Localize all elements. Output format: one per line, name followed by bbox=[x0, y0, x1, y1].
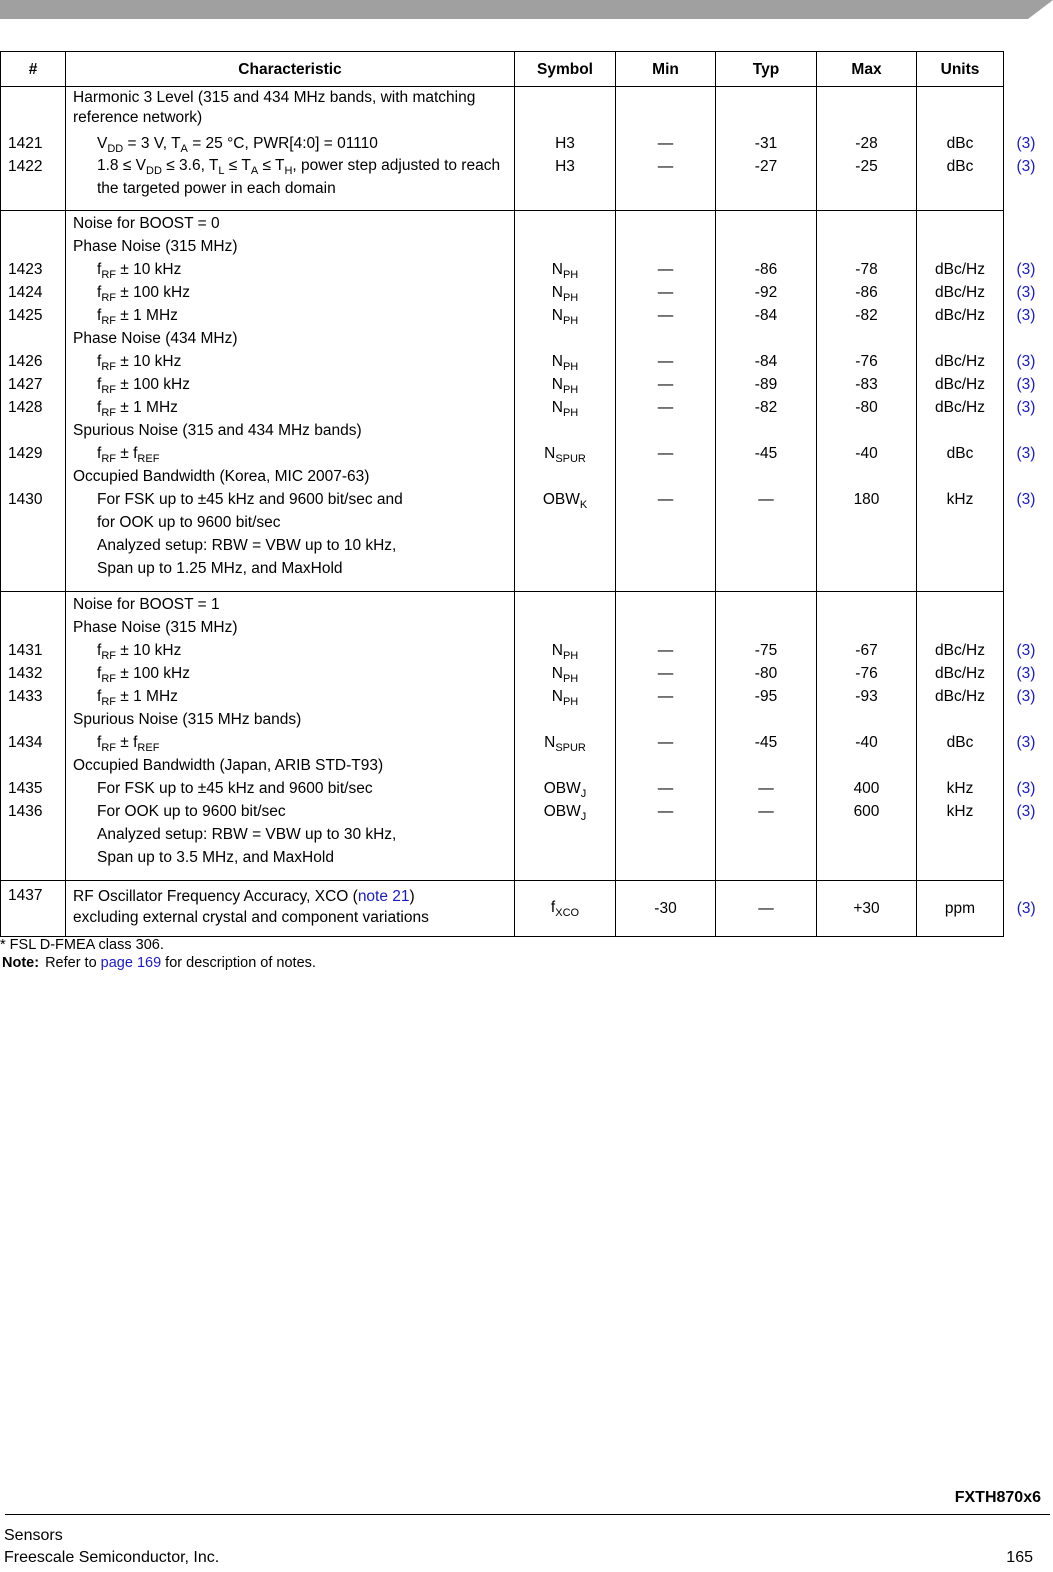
symbol: f bbox=[550, 899, 556, 916]
cell-units: dBc/Hz bbox=[935, 376, 985, 393]
page-link[interactable]: page 169 bbox=[100, 955, 162, 971]
cell-min: — bbox=[657, 399, 674, 416]
cell-units: kHz bbox=[946, 803, 974, 820]
cell-units: dBc/Hz bbox=[935, 665, 985, 682]
cell-max: 180 bbox=[853, 491, 880, 508]
ref-link[interactable]: (3) bbox=[1016, 733, 1036, 751]
cell-typ bbox=[716, 592, 817, 881]
col-header: Symbol bbox=[515, 52, 616, 87]
cell-min: — bbox=[657, 376, 674, 393]
doc-id: FXTH870x6 bbox=[954, 1489, 1041, 1506]
spec-table bbox=[0, 51, 1049, 937]
symbol-subscript: PH bbox=[562, 407, 579, 419]
characteristic-text: Occupied Bandwidth (Japan, ARIB STD-T93) bbox=[73, 757, 384, 774]
characteristic-text: $f_{RF} \pm 100$ kHz bbox=[97, 376, 190, 396]
symbol: H3 bbox=[555, 158, 575, 175]
note-link[interactable]: note 21 bbox=[357, 888, 410, 905]
cell-max: -40 bbox=[855, 734, 878, 751]
cell-max bbox=[817, 87, 917, 211]
characteristic-text: Span up to 3.5 MHz, and MaxHold bbox=[97, 849, 334, 866]
cell-symbol bbox=[515, 87, 616, 211]
characteristic-text: Noise for BOOST = 0 bbox=[73, 215, 220, 232]
cell-symbol bbox=[515, 211, 616, 592]
cell-units: kHz bbox=[946, 780, 974, 797]
characteristic-text: $f_{RF} \pm 1$ MHz bbox=[97, 688, 178, 708]
cell-min: — bbox=[657, 135, 674, 152]
table-header-row bbox=[1, 52, 1049, 87]
row-number: 1429 bbox=[8, 445, 43, 462]
note-text: Refer to bbox=[45, 955, 101, 971]
characteristic-text: Spurious Noise (315 and 434 MHz bands) bbox=[73, 422, 362, 439]
cell-number bbox=[1, 881, 66, 937]
cell-max: -76 bbox=[855, 665, 878, 682]
cell-max: 600 bbox=[853, 803, 880, 820]
symbol: H3 bbox=[555, 135, 575, 152]
cell-units: dBc/Hz bbox=[935, 284, 985, 301]
symbol-subscript: PH bbox=[562, 673, 579, 685]
cell-min: — bbox=[657, 780, 674, 797]
cell-typ: -80 bbox=[754, 665, 778, 682]
row-number: 1436 bbox=[8, 803, 43, 820]
row-number: 1426 bbox=[8, 353, 43, 370]
characteristic-text: $f_{RF} \pm 100$ kHz bbox=[97, 284, 190, 304]
symbol: N bbox=[551, 399, 563, 416]
row-number: 1421 bbox=[8, 135, 43, 152]
symbol-subscript: PH bbox=[562, 269, 579, 281]
row-number: 1431 bbox=[8, 642, 43, 659]
cell-min: — bbox=[657, 261, 674, 278]
symbol-subscript: J bbox=[580, 811, 587, 823]
characteristic-text: $1.8 \le V_{DD} \le 3.6$, $T_L \le T_A \le T_H$, power step adjusted to reach the targeted power in each domain bbox=[97, 157, 501, 197]
cell-symbol bbox=[515, 881, 616, 937]
symbol: N bbox=[551, 688, 563, 705]
cell-max: +30 bbox=[817, 881, 917, 937]
symbol-subscript: PH bbox=[562, 696, 579, 708]
ref-link[interactable]: (3) bbox=[1016, 900, 1036, 917]
table-row bbox=[1, 211, 1049, 592]
ref-link[interactable]: (3) bbox=[1016, 444, 1036, 462]
symbol: N bbox=[551, 284, 563, 301]
cell-min bbox=[616, 211, 716, 592]
ref-link[interactable]: (3) bbox=[1016, 802, 1036, 820]
footer-rule bbox=[5, 1514, 1050, 1515]
cell-typ: -45 bbox=[754, 734, 778, 751]
characteristic-text: For FSK up to ±45 kHz and 9600 bit/sec bbox=[97, 780, 373, 797]
col-header: Characteristic bbox=[66, 52, 515, 87]
symbol-subscript: PH bbox=[562, 361, 579, 373]
cell-min: — bbox=[657, 688, 674, 705]
ref-link[interactable]: (3) bbox=[1016, 134, 1036, 152]
characteristic-text: Analyzed setup: RBW = VBW up to 30 kHz, bbox=[97, 826, 397, 843]
row-number: 1434 bbox=[8, 734, 43, 751]
row-number: 1424 bbox=[8, 284, 43, 301]
characteristic-text: $f_{RF} \pm 10$ kHz bbox=[97, 642, 182, 662]
symbol: N bbox=[544, 734, 556, 751]
cell-characteristic bbox=[66, 881, 515, 937]
characteristic-text: Analyzed setup: RBW = VBW up to 10 kHz, bbox=[97, 537, 397, 554]
characteristic-text: Noise for BOOST = 1 bbox=[73, 596, 220, 613]
characteristic-text: $V_{DD} = 3$ V, $T_A = 25$ °C, PWR[4:0] = 01110 bbox=[97, 135, 378, 155]
cell-min: — bbox=[657, 445, 674, 462]
cell-units: dBc/Hz bbox=[935, 307, 985, 324]
cell-units: dBc/Hz bbox=[935, 688, 985, 705]
row-number: 1422 bbox=[8, 158, 43, 175]
row-number: 1432 bbox=[8, 665, 43, 682]
cell-min: -30 bbox=[616, 881, 716, 937]
symbol-subscript: SPUR bbox=[555, 742, 586, 754]
cell-max: -76 bbox=[855, 353, 878, 370]
symbol-subscript: PH bbox=[562, 315, 579, 327]
cell-units bbox=[917, 87, 1004, 211]
cell-number bbox=[1, 87, 66, 211]
symbol: OBW bbox=[543, 803, 581, 820]
cell-typ: -89 bbox=[754, 376, 778, 393]
ref-link[interactable]: (3) bbox=[1016, 306, 1036, 324]
characteristic-text: $f_{RF} \pm f_{REF}$ bbox=[97, 734, 160, 754]
symbol-subscript: SPUR bbox=[555, 453, 586, 465]
cell-typ: -45 bbox=[754, 445, 778, 462]
cell-min: — bbox=[657, 284, 674, 301]
cell-min: — bbox=[657, 803, 674, 820]
table-row bbox=[1, 87, 1049, 211]
cell-number bbox=[1, 592, 66, 881]
cell-typ: -82 bbox=[754, 399, 778, 416]
row-number: 1435 bbox=[8, 780, 43, 797]
characteristic-text: Phase Noise (315 MHz) bbox=[73, 619, 238, 636]
symbol: N bbox=[551, 665, 563, 682]
table-row bbox=[1, 592, 1049, 881]
characteristic-text: Phase Noise (315 MHz) bbox=[73, 238, 238, 255]
footnote: * FSL D-FMEA class 306. bbox=[0, 937, 164, 953]
symbol: N bbox=[551, 353, 563, 370]
cell-max: -67 bbox=[855, 642, 878, 659]
symbol-subscript: PH bbox=[562, 650, 579, 662]
cell-max: -28 bbox=[855, 135, 878, 152]
symbol: N bbox=[551, 642, 563, 659]
col-header: Units bbox=[917, 52, 1004, 87]
cell-min: — bbox=[657, 307, 674, 324]
cell-typ: — bbox=[758, 780, 774, 797]
symbol-subscript: XCO bbox=[555, 907, 580, 919]
footer-category: Sensors bbox=[4, 1527, 63, 1544]
note-text: for description of notes. bbox=[161, 955, 316, 971]
cell-units bbox=[917, 211, 1004, 592]
cell-units: dBc/Hz bbox=[935, 399, 985, 416]
cell-units: ppm bbox=[917, 881, 1004, 937]
cell-typ: -86 bbox=[754, 261, 778, 278]
header-bar bbox=[0, 0, 1053, 19]
symbol: OBW bbox=[542, 491, 580, 508]
cell-min bbox=[616, 592, 716, 881]
ref-link[interactable]: (3) bbox=[1016, 375, 1036, 393]
characteristic-text: Phase Noise (434 MHz) bbox=[73, 330, 238, 347]
col-header: Max bbox=[817, 52, 917, 87]
cell-max bbox=[817, 211, 917, 592]
ref-link[interactable]: (3) bbox=[1016, 687, 1036, 705]
cell-units: dBc/Hz bbox=[935, 642, 985, 659]
cell-units: dBc bbox=[946, 445, 974, 462]
ref-link[interactable]: (3) bbox=[1016, 664, 1036, 682]
cell-typ: -31 bbox=[754, 135, 778, 152]
symbol: N bbox=[551, 307, 563, 324]
cell-max: -78 bbox=[855, 261, 878, 278]
cell-max: -86 bbox=[855, 284, 878, 301]
symbol-subscript: PH bbox=[562, 292, 579, 304]
table-row bbox=[1, 881, 1049, 937]
characteristic-text: Harmonic 3 Level (315 and 434 MHz bands, with matching reference network) bbox=[73, 89, 476, 126]
cell-max: 400 bbox=[853, 780, 880, 797]
symbol-subscript: J bbox=[580, 788, 587, 800]
cell-max: -40 bbox=[855, 445, 878, 462]
cell-max: -25 bbox=[855, 158, 878, 175]
characteristic-text: ) bbox=[409, 888, 415, 905]
characteristic-text: $f_{RF} \pm 1$ MHz bbox=[97, 399, 178, 419]
ref-link[interactable]: (3) bbox=[1016, 398, 1036, 416]
ref-link[interactable]: (3) bbox=[1016, 352, 1036, 370]
cell-typ: — bbox=[758, 491, 774, 508]
ref-link[interactable]: (3) bbox=[1016, 490, 1036, 508]
cell-min: — bbox=[657, 642, 674, 659]
cell-units bbox=[917, 592, 1004, 881]
row-number: 1425 bbox=[8, 307, 43, 324]
cell-units: dBc/Hz bbox=[935, 353, 985, 370]
symbol: N bbox=[551, 261, 563, 278]
cell-typ: -75 bbox=[754, 642, 778, 659]
characteristic-text: For FSK up to ±45 kHz and 9600 bit/sec and bbox=[97, 491, 403, 508]
cell-max: -82 bbox=[855, 307, 878, 324]
col-header: # bbox=[1, 52, 66, 87]
characteristic-text: $f_{RF} \pm 10$ kHz bbox=[97, 353, 182, 373]
symbol-subscript: K bbox=[579, 499, 588, 511]
row-number: 1423 bbox=[8, 261, 43, 278]
ref-link[interactable]: (3) bbox=[1016, 157, 1036, 175]
characteristic-text: Occupied Bandwidth (Korea, MIC 2007-63) bbox=[73, 468, 370, 485]
note bbox=[2, 955, 316, 971]
note-label: Note: bbox=[2, 955, 40, 971]
cell-units: dBc bbox=[946, 135, 974, 152]
cell-characteristic bbox=[66, 592, 515, 881]
cell-typ: -84 bbox=[754, 353, 778, 370]
characteristic-text: $f_{RF} \pm 100$ kHz bbox=[97, 665, 190, 685]
cell-min: — bbox=[657, 353, 674, 370]
cell-typ bbox=[716, 211, 817, 592]
cell-units: dBc/Hz bbox=[935, 261, 985, 278]
characteristic-text: for OOK up to 9600 bit/sec bbox=[97, 514, 281, 531]
page-number: 165 bbox=[1006, 1549, 1033, 1566]
cell-min: — bbox=[657, 665, 674, 682]
ref-link[interactable]: (3) bbox=[1016, 779, 1036, 797]
symbol: N bbox=[544, 445, 556, 462]
cell-min bbox=[616, 87, 716, 211]
cell-units: dBc bbox=[946, 158, 974, 175]
ref-link[interactable]: (3) bbox=[1016, 260, 1036, 278]
cell-symbol bbox=[515, 592, 616, 881]
cell-max: -93 bbox=[855, 688, 878, 705]
row-number: 1437 bbox=[8, 887, 43, 904]
ref-link[interactable]: (3) bbox=[1016, 283, 1036, 301]
symbol: OBW bbox=[543, 780, 581, 797]
cell-min: — bbox=[657, 734, 674, 751]
row-number: 1427 bbox=[8, 376, 43, 393]
cell-characteristic bbox=[66, 87, 515, 211]
characteristic-text: excluding external crystal and component variations bbox=[73, 909, 429, 926]
cell-characteristic bbox=[66, 211, 515, 592]
cell-max: -80 bbox=[855, 399, 878, 416]
cell-min: — bbox=[657, 158, 674, 175]
cell-typ: -95 bbox=[754, 688, 778, 705]
characteristic-text: $f_{RF} \pm f_{REF}$ bbox=[97, 445, 160, 465]
symbol-subscript: PH bbox=[562, 384, 579, 396]
characteristic-text: RF Oscillator Frequency Accuracy, XCO ( bbox=[73, 888, 358, 905]
cell-typ: -84 bbox=[754, 307, 778, 324]
characteristic-text: Span up to 1.25 MHz, and MaxHold bbox=[97, 560, 343, 577]
cell-typ bbox=[716, 87, 817, 211]
characteristic-text: Spurious Noise (315 MHz bands) bbox=[73, 711, 302, 728]
cell-units: kHz bbox=[946, 491, 974, 508]
cell-min: — bbox=[657, 491, 674, 508]
col-header: Min bbox=[616, 52, 716, 87]
footer-company: Freescale Semiconductor, Inc. bbox=[4, 1549, 220, 1566]
row-number: 1433 bbox=[8, 688, 43, 705]
cell-typ: -27 bbox=[754, 158, 778, 175]
cell-typ: — bbox=[758, 803, 774, 820]
cell-number bbox=[1, 211, 66, 592]
cell-max: -83 bbox=[855, 376, 878, 393]
characteristic-text: For OOK up to 9600 bit/sec bbox=[97, 803, 286, 820]
cell-units: dBc bbox=[946, 734, 974, 751]
cell-typ: — bbox=[716, 881, 817, 937]
characteristic-text: $f_{RF} \pm 1$ MHz bbox=[97, 307, 178, 327]
cell-max bbox=[817, 592, 917, 881]
col-header: Typ bbox=[716, 52, 817, 87]
row-number: 1428 bbox=[8, 399, 43, 416]
characteristic-text: $f_{RF} \pm 10$ kHz bbox=[97, 261, 182, 281]
row-number: 1430 bbox=[8, 491, 43, 508]
ref-link[interactable]: (3) bbox=[1016, 641, 1036, 659]
symbol: N bbox=[551, 376, 563, 393]
cell-typ: -92 bbox=[754, 284, 778, 301]
